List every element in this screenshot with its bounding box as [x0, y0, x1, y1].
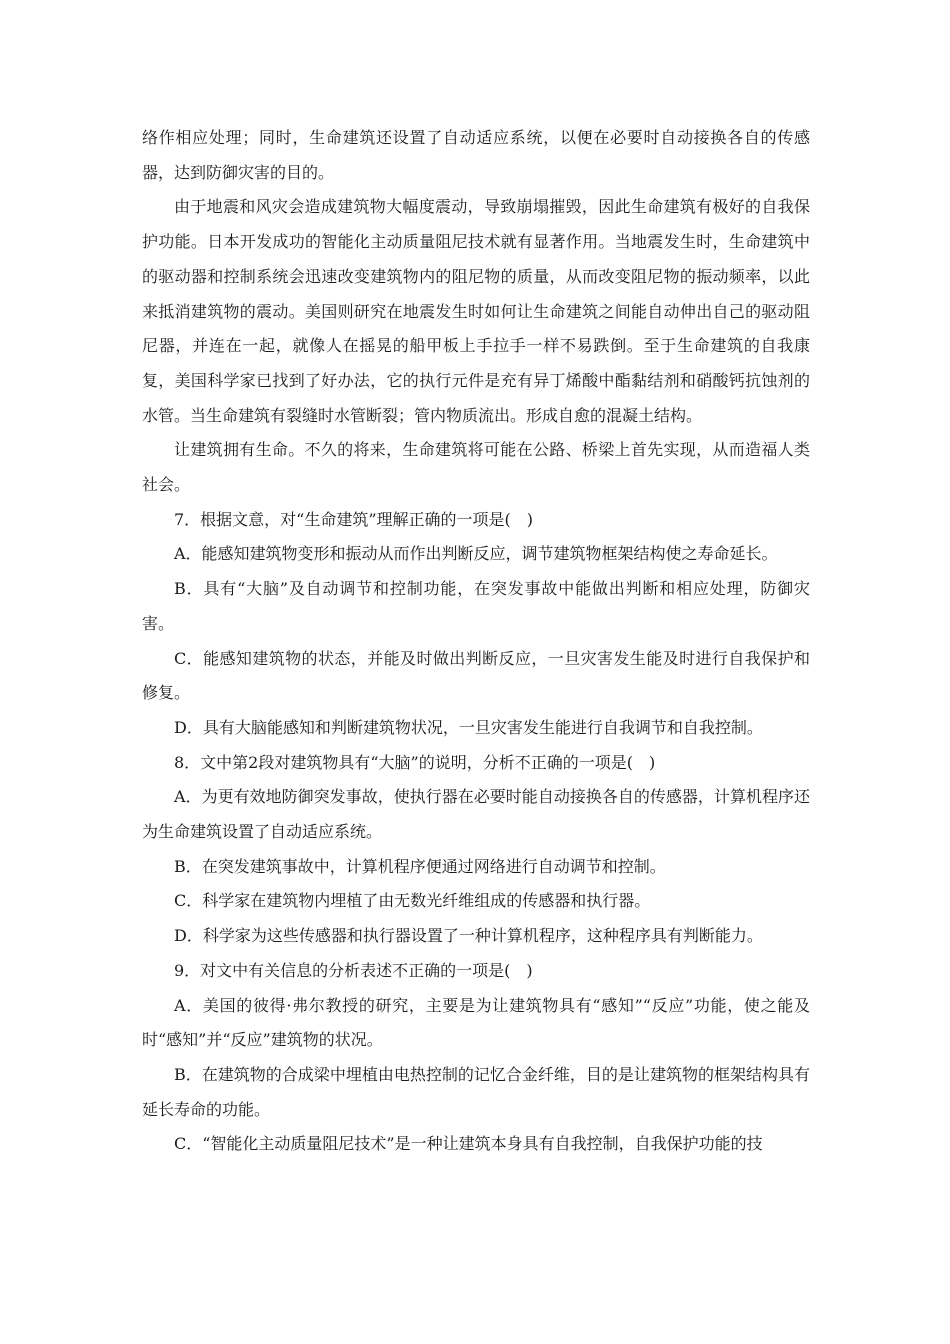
question-8-option-d: D．科学家为这些传感器和执行器设置了一种计算机程序，这种程序具有判断能力。 [174, 926, 763, 946]
question-7: 7．根据文意，对“生命建筑”理解正确的一项是( ) [174, 509, 534, 529]
question-9-option-a: A．美国的彼得·弗尔教授的研究，主要是为让建筑物具有“感知”“反应”功能，使之能及时“感知”并“反应”建筑物的状况。 [142, 995, 810, 1050]
question-9: 9．对文中有关信息的分析表述不正确的一项是( ) [174, 960, 533, 980]
question-7-option-b: B．具有“大脑”及自动调节和控制功能，在突发事故中能做出判断和相应处理，防御灾害。 [142, 579, 810, 633]
question-9-option-c: C．“智能化主动质量阻尼技术”是一种让建筑本身具有自我控制，自我保护功能的技 [174, 1134, 763, 1154]
question-8-option-b: B．在突发建筑事故中，计算机程序便通过网络进行自动调节和控制。 [174, 856, 666, 876]
question-8-option-c: C．科学家在建筑物内埋植了由无数光纤维组成的传感器和执行器。 [174, 891, 651, 911]
question-8-option-a: A．为更有效地防御突发事故，使执行器在必要时能自动接换各自的传感器，计算机程序还为生命建筑设置了自动适应系统。 [142, 787, 810, 842]
question-9-option-b: B．在建筑物的合成梁中埋植由电热控制的记忆合金纤维，目的是让建筑物的框架结构具有延长寿命的功能。 [142, 1064, 810, 1119]
paragraph-self-protection: 由于地震和风灾会造成建筑物大幅度震动，导致崩塌摧毁，因此生命建筑有极好的自我保护功能。日本开发成功的智能化主动质量阻尼技术就有显著作用。当地震发生时，生命建筑中的驱动器和控制系统会迅速改变建筑物内的阻尼物的质量，从而改变阻尼物的振动频率，以此来抵消建筑物的震动。美国则研究在地震发生时如何让生命建筑之间能自动伸出自己的驱动阻尼器，并连在一起，就像人在摇晃的船甲板上手拉手一样不易跌倒。至于生命建筑的自我康复，美国科学家已找到了好办法，它的执行元件是充有异丁烯酸中酯黏结剂和硝酸钙抗蚀剂的水管。当生命建筑有裂缝时水管断裂；管内物质流出。形成自愈的混凝土结构。 [142, 197, 810, 425]
paragraph-continuation: 络作相应处理；同时，生命建筑还设置了自动适应系统，以便在必要时自动接换各自的传感器，达到防御灾害的目的。 [142, 128, 810, 182]
question-8: 8．文中第2段对建筑物具有“大脑”的说明，分析不正确的一项是( ) [174, 752, 656, 772]
question-7-option-d: D．具有大脑能感知和判断建筑物状况，一旦灾害发生能进行自我调节和自我控制。 [174, 717, 763, 737]
question-7-option-c: C．能感知建筑物的状态，并能及时做出判断反应，一旦灾害发生能及时进行自我保护和修复。 [142, 648, 810, 703]
question-7-option-a: A．能感知建筑物变形和振动从而作出判断反应，调节建筑物框架结构使之寿命延长。 [174, 544, 778, 564]
document-body [142, 121, 810, 1162]
paragraph-conclusion: 让建筑拥有生命。不久的将来，生命建筑将可能在公路、桥梁上首先实现，从而造福人类社会。 [142, 440, 810, 495]
